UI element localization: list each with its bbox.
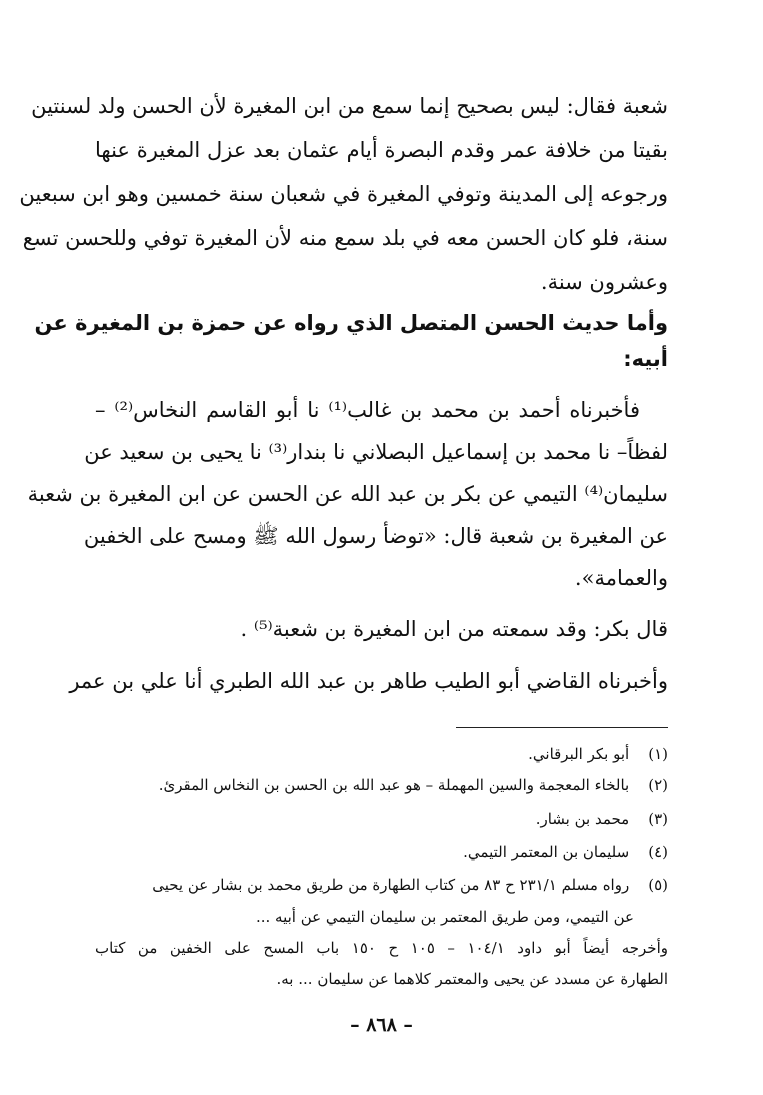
body-text-line: لفظاً– نا محمد بن إسماعيل البصلاني نا بندار⁽³⁾ نا يحيى بن سعيد عن xyxy=(84,440,668,464)
body-text-line: شعبة فقال: ليس بصحيح إنما سمع من ابن المغيرة لأن الحسن ولد لسنتين xyxy=(31,94,668,118)
footnote-continuation: الطهارة عن مسدد عن يحيى والمعتمر كلاهما عن سليمان ... به. xyxy=(276,970,668,988)
body-text-line: والعمامة». xyxy=(574,566,668,590)
footnote-text: بالخاء المعجمة والسين المهملة – هو عبد الله بن الحسن بن النخاس المقرئ. xyxy=(158,776,630,794)
footnote-item xyxy=(95,874,668,896)
body-text-line: بقيتا من خلافة عمر وقدم البصرة أيام عثمان بعد عزل المغيرة عنها xyxy=(95,138,668,162)
body-text-line: وأخبرناه القاضي أبو الطيب طاهر بن عبد الله الطبري أنا علي بن عمر xyxy=(69,669,668,693)
body-text-line: سنة، فلو كان الحسن معه في بلد سمع منه لأن المغيرة توفي وللحسن تسع xyxy=(22,226,668,250)
footnote-continuation: عن التيمي، ومن طريق المعتمر بن سليمان التيمي عن أبيه ... xyxy=(255,908,634,926)
footnote-number: (٢) xyxy=(648,776,668,794)
footnote-text: أبو بكر البرقاني. xyxy=(528,745,630,763)
footnote-separator xyxy=(456,727,668,728)
footnote-item xyxy=(95,841,668,863)
footnote-number: (٥) xyxy=(648,876,668,894)
body-text-line: وعشرون سنة. xyxy=(540,270,668,294)
section-heading: وأما حديث الحسن المتصل الذي رواه عن حمزة بن المغيرة عن xyxy=(34,311,668,335)
footnote-number: (٤) xyxy=(648,843,668,861)
footnote-continuation: وأخرجه أيضاً أبو داود ١٠٤/١ – ١٠٥ ح ١٥٠ باب المسح على الخفين من كتاب xyxy=(95,939,668,957)
footnote-item xyxy=(95,743,668,765)
body-text-line: سليمان⁽⁴⁾ التيمي عن بكر بن عبد الله عن الحسن عن ابن المغيرة بن شعبة xyxy=(27,482,668,506)
footnote-text: رواه مسلم ٢٣١/١ ح ٨٣ من كتاب الطهارة من طريق محمد بن بشار عن يحيى xyxy=(152,876,630,894)
footnote-number: (٣) xyxy=(648,810,668,828)
footnote-item xyxy=(95,808,668,830)
body-text-line: عن المغيرة بن شعبة قال: «توضأ رسول الله ﷺ ومسح على الخفين xyxy=(83,524,668,548)
footnote-text: محمد بن بشار. xyxy=(535,810,630,828)
section-heading: أبيه: xyxy=(623,347,668,371)
body-text-line: ورجوعه إلى المدينة وتوفي المغيرة في شعبان سنة خمسين وهو ابن سبعين xyxy=(19,182,668,206)
footnote-text: سليمان بن المعتمر التيمي. xyxy=(463,843,630,861)
footnote-number: (١) xyxy=(648,745,668,763)
footnote-item xyxy=(95,774,668,796)
body-text-line: قال بكر: وقد سمعته من ابن المغيرة بن شعبة⁽⁵⁾ . xyxy=(240,617,668,641)
body-text-line: فأخبرناه أحمد بن محمد بن غالب⁽¹⁾ نا أبو القاسم النخاس⁽²⁾ – xyxy=(95,398,640,422)
page-number: – ٨٦٨ – xyxy=(350,1014,413,1036)
